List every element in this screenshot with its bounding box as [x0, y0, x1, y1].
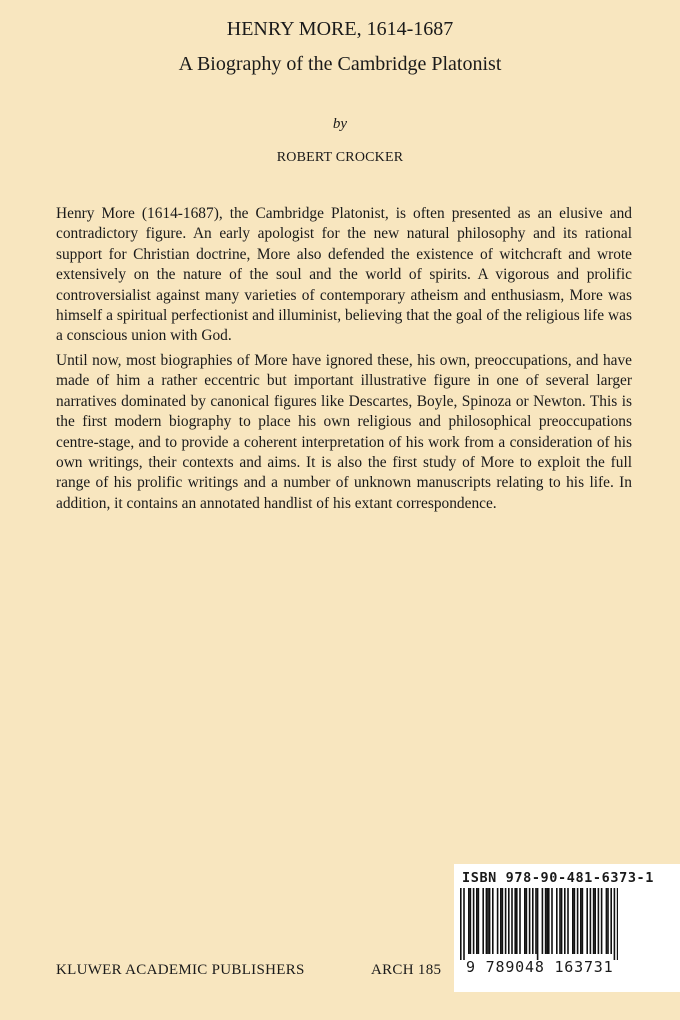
barcode-bar: [486, 888, 488, 954]
barcode-bar: [537, 888, 539, 960]
barcode-bar: [492, 888, 494, 954]
publisher-name: KLUWER ACADEMIC PUBLISHERS: [56, 962, 305, 978]
series-number: ARCH 185: [371, 962, 442, 978]
barcode-bar: [617, 888, 618, 960]
book-title: HENRY MORE, 1614-1687: [226, 18, 454, 40]
barcode-bar: [470, 888, 472, 954]
barcode-bar: [489, 888, 491, 954]
barcode-bar: [556, 888, 558, 954]
barcode-bar: [473, 888, 475, 954]
barcode-bar: [564, 888, 566, 954]
barcode-bar: [607, 888, 609, 954]
barcode-bar: [478, 888, 480, 954]
barcode-bar: [601, 888, 603, 954]
barcode-bar: [561, 888, 563, 954]
by-line: by: [332, 116, 348, 132]
barcode-bar: [529, 888, 531, 954]
barcode-bar: [516, 888, 518, 954]
barcode-icon: [458, 888, 618, 960]
barcode-bar: [463, 888, 465, 960]
barcode-bar: [598, 888, 600, 954]
barcode-bar: [593, 888, 595, 954]
barcode-digits: 9 789048 163731: [466, 958, 614, 976]
barcode-bar: [532, 888, 534, 954]
barcode-bar: [500, 888, 502, 954]
barcode-bar: [505, 888, 507, 954]
barcode-bar: [526, 888, 528, 954]
barcode-bar: [508, 888, 510, 954]
barcode-bar: [511, 888, 513, 954]
barcode-bar: [524, 888, 526, 954]
barcode-bar: [482, 888, 484, 954]
barcode-bar: [497, 888, 499, 954]
barcode-bar: [610, 888, 612, 954]
book-subtitle: A Biography of the Cambridge Platonist: [178, 53, 502, 75]
barcode-bar: [545, 888, 547, 954]
blurb-paragraph-1: Henry More (1614-1687), the Cambridge Platonist, is often presented as an elusive and contradictory figure. An early apologist for the new natural philosophy and its rational support for Christian doctrine, More also defended the existence of witchcraft and wrote extensively on the nature of the soul and the world of spirits. A vigorous and prolific controversialist against many varieties of contemporary atheism and enthusiasm, More was himself a spiritual perfectionist and illuminist, believing that the goal of the religious life was a conscious union with God.: [56, 205, 632, 345]
barcode-bar: [559, 888, 561, 954]
barcode-bar: [594, 888, 596, 954]
barcode-bar: [586, 888, 588, 954]
barcode-bar: [614, 888, 616, 960]
barcode-bar: [476, 888, 478, 954]
barcode-bar: [535, 888, 537, 954]
barcode-bar: [514, 888, 516, 954]
barcode-bar: [519, 888, 521, 954]
barcode-bar: [546, 888, 548, 954]
barcode-bar: [577, 888, 579, 954]
barcode-bar: [542, 888, 544, 954]
blurb-paragraph-2: Until now, most biographies of More have ignored these, his own, preoccupations, and have made of him a rather eccentric but important illustrative figure in one of several larger narratives dominated by canonical figures like Descartes, Boyle, Spinoza or Newton. This is the first modern biography to place his own religious and philosophical preoccupations centre-stage, and to provide a coherent interpretation of his work from a consideration of his own writings, their contexts and aims. It is also the first study of More to exploit the full range of his prolific writings and a number of unknown manuscripts relating to his life. In addition, it contains an annotated handlist of his extant correspondence.: [56, 352, 632, 512]
barcode-bar: [572, 888, 574, 954]
barcode-bar: [548, 888, 550, 954]
barcode-bar: [606, 888, 608, 954]
barcode-bar: [502, 888, 504, 954]
barcode-bar: [574, 888, 576, 954]
barcode-bar: [590, 888, 592, 954]
barcode-bar: [487, 888, 489, 954]
barcode-bar: [567, 888, 569, 954]
barcode-bar: [468, 888, 470, 954]
isbn-label: ISBN 978-90-481-6373-1: [462, 870, 655, 886]
author-name: ROBERT CROCKER: [276, 150, 404, 165]
barcode-bar: [551, 888, 553, 954]
barcode-bar: [582, 888, 584, 954]
barcode-bar: [460, 888, 462, 960]
barcode-bar: [580, 888, 582, 954]
